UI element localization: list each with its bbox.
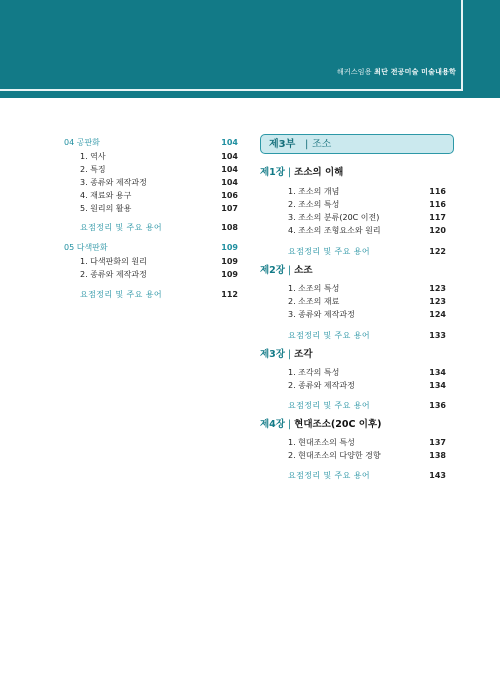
toc-item[interactable]	[288, 212, 446, 224]
header-divider-vertical	[461, 0, 463, 91]
chapter-heading-4[interactable]	[260, 418, 381, 432]
toc-item[interactable]	[80, 177, 238, 189]
chapter-heading-3[interactable]	[260, 348, 313, 362]
summary-label: 요점정리 및 주요 용어	[80, 290, 162, 299]
page-number: 109	[221, 257, 238, 266]
toc-item[interactable]	[80, 164, 238, 176]
page-number: 134	[429, 381, 446, 390]
part-header[interactable]	[260, 134, 454, 154]
header-divider-horizontal	[0, 89, 461, 91]
page-number: 136	[429, 401, 446, 410]
chapter-number: 제1장	[260, 167, 285, 178]
page-number: 109	[221, 270, 238, 279]
section-label: 05 다색판화	[64, 243, 108, 252]
toc-item[interactable]	[288, 309, 446, 321]
page-number: 104	[221, 178, 238, 187]
item-label: 1. 조소의 개념	[288, 187, 340, 196]
item-label: 3. 종류와 제작과정	[288, 310, 355, 319]
toc-item[interactable]	[288, 437, 446, 449]
part-number: 제3부	[269, 139, 296, 150]
chapter-title: 조각	[294, 349, 313, 360]
chapter-title: 현대조소(20C 이후)	[294, 419, 382, 430]
chapter-title: 조소의 이해	[294, 167, 344, 178]
toc-item[interactable]	[288, 380, 446, 392]
item-label: 1. 역사	[80, 152, 106, 161]
item-label: 1. 다색판화의 원리	[80, 257, 147, 266]
toc-item[interactable]	[288, 186, 446, 198]
chapter-separator: |	[287, 419, 292, 430]
page-number: 107	[221, 204, 238, 213]
toc-summary[interactable]	[288, 246, 446, 258]
item-label: 5. 원리의 활용	[80, 204, 132, 213]
chapter-number: 제4장	[260, 419, 285, 430]
toc-summary[interactable]	[288, 470, 446, 482]
summary-label: 요점정리 및 주요 용어	[80, 223, 162, 232]
toc-item[interactable]	[288, 283, 446, 295]
chapter-number: 제3장	[260, 349, 285, 360]
summary-label: 요점정리 및 주요 용어	[288, 331, 370, 340]
toc-item[interactable]	[288, 296, 446, 308]
page-number: 124	[429, 310, 446, 319]
page-number: 116	[429, 187, 446, 196]
item-label: 4. 조소의 조형요소와 원리	[288, 226, 381, 235]
item-label: 1. 현대조소의 특성	[288, 438, 355, 447]
toc-summary[interactable]	[80, 289, 238, 301]
item-label: 2. 종류와 제작과정	[288, 381, 355, 390]
chapter-heading-2[interactable]	[260, 264, 313, 278]
page-number: 138	[429, 451, 446, 460]
page-number: 104	[221, 138, 238, 147]
section-label: 04 공판화	[64, 138, 100, 147]
book-series: 해커스임용	[336, 68, 372, 76]
toc-item[interactable]	[288, 225, 446, 237]
part-title: 조소	[312, 139, 332, 150]
page-number: 104	[221, 152, 238, 161]
summary-label: 요점정리 및 주요 용어	[288, 401, 370, 410]
page-number: 137	[429, 438, 446, 447]
chapter-number: 제2장	[260, 265, 285, 276]
page-number: 117	[429, 213, 446, 222]
summary-label: 요점정리 및 주요 용어	[288, 247, 370, 256]
page-number: 116	[429, 200, 446, 209]
page-number: 133	[429, 331, 446, 340]
summary-label: 요점정리 및 주요 용어	[288, 471, 370, 480]
part-separator: |	[305, 139, 309, 150]
page-number: 104	[221, 165, 238, 174]
toc-item[interactable]	[80, 269, 238, 281]
item-label: 2. 조소의 특성	[288, 200, 340, 209]
item-label: 2. 특징	[80, 165, 106, 174]
item-label: 1. 조각의 특성	[288, 368, 340, 377]
chapter-heading-1[interactable]	[260, 166, 343, 180]
toc-item[interactable]	[80, 256, 238, 268]
header-band	[0, 0, 500, 98]
item-label: 1. 소조의 특성	[288, 284, 340, 293]
chapter-separator: |	[287, 265, 292, 276]
page-number: 120	[429, 226, 446, 235]
toc-summary[interactable]	[288, 330, 446, 342]
page-number: 143	[429, 471, 446, 480]
page-number: 108	[221, 223, 238, 232]
toc-summary[interactable]	[288, 400, 446, 412]
toc-item[interactable]	[288, 367, 446, 379]
book-title-text: 최단 전공미술 미술내용학	[374, 68, 456, 76]
page-number: 134	[429, 368, 446, 377]
item-label: 2. 현대조소의 다양한 경향	[288, 451, 381, 460]
item-label: 2. 종류와 제작과정	[80, 270, 147, 279]
book-title	[337, 67, 456, 77]
toc-item[interactable]	[80, 203, 238, 215]
page-number: 122	[429, 247, 446, 256]
page-number: 123	[429, 297, 446, 306]
toc-summary[interactable]	[80, 222, 238, 234]
toc-item[interactable]	[288, 450, 446, 462]
item-label: 4. 재료와 용구	[80, 191, 132, 200]
toc-item[interactable]	[80, 151, 238, 163]
chapter-title: 소조	[294, 265, 313, 276]
toc-item[interactable]	[80, 190, 238, 202]
item-label: 2. 소조의 재료	[288, 297, 340, 306]
toc-item[interactable]	[288, 199, 446, 211]
page-number: 106	[221, 191, 238, 200]
page-number: 123	[429, 284, 446, 293]
toc-section-05[interactable]	[64, 242, 238, 254]
page-number: 109	[221, 243, 238, 252]
item-label: 3. 조소의 분류(20C 이전)	[288, 213, 380, 222]
page-number: 112	[221, 290, 238, 299]
chapter-separator: |	[287, 349, 292, 360]
item-label: 3. 종류와 제작과정	[80, 178, 147, 187]
chapter-separator: |	[287, 167, 292, 178]
toc-section-04[interactable]	[64, 137, 238, 149]
